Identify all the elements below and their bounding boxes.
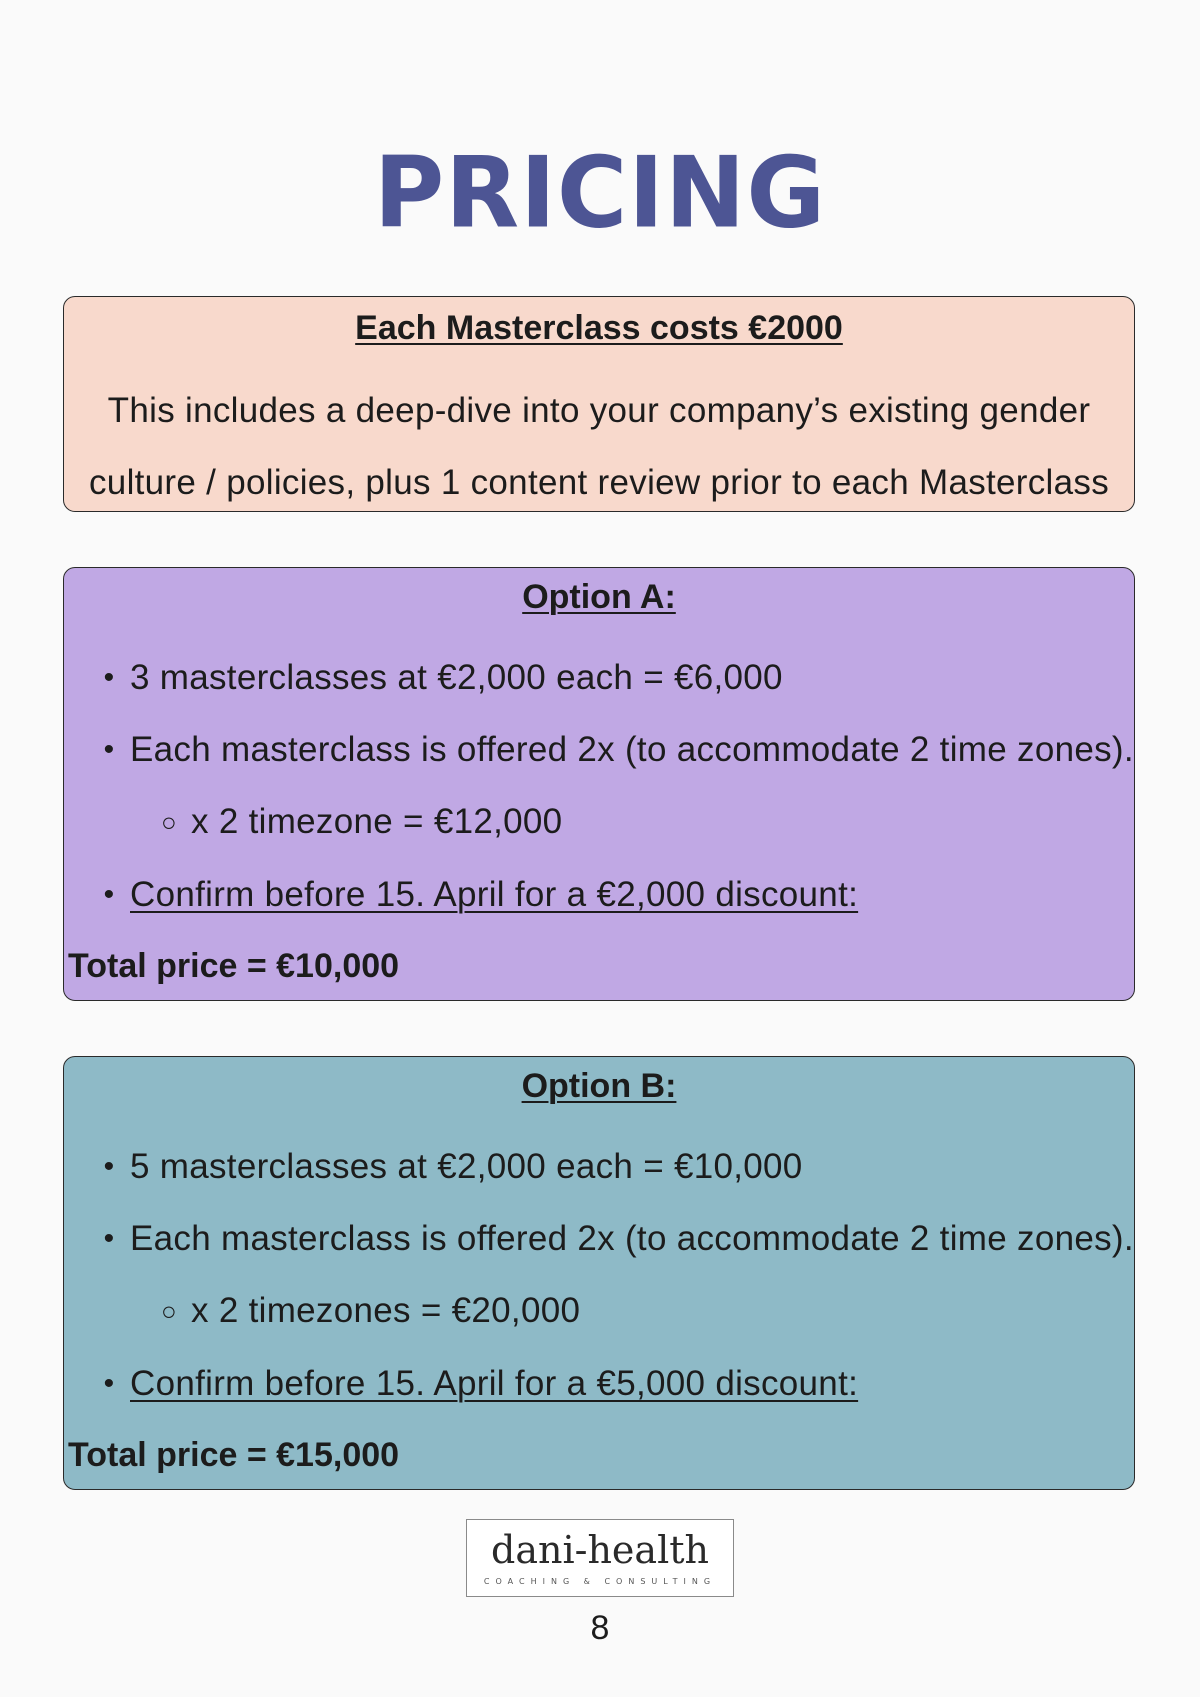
option-b-discount-note: Confirm before 15. April for a €5,000 discount: <box>130 1364 859 1403</box>
bullet-icon: • <box>103 1367 115 1400</box>
option-a-sub-bullet: x 2 timezone = €12,000 <box>191 802 563 841</box>
dani-health-logo <box>466 1519 734 1597</box>
hollow-bullet-icon: ○ <box>160 807 177 837</box>
option-a-total-price: Total price = €10,000 <box>68 947 400 985</box>
description-line-1: This includes a deep-dive into your company’s existing gender <box>107 391 1091 430</box>
option-a-heading: Option A: <box>522 578 676 616</box>
bullet-icon: • <box>103 1150 115 1183</box>
masterclass-cost-card <box>63 296 1135 512</box>
option-a-bullet-2: Each masterclass is offered 2x (to accommodate 2 time zones). <box>130 730 1134 769</box>
logo-name: dani-health <box>491 1528 709 1572</box>
hollow-bullet-icon: ○ <box>160 1296 177 1326</box>
option-b-bullet-2: Each masterclass is offered 2x (to accommodate 2 time zones). <box>130 1219 1134 1258</box>
page-title: PRICING <box>373 135 827 251</box>
option-a-card <box>63 567 1135 1001</box>
masterclass-cost-heading: Each Masterclass costs €2000 <box>355 309 843 347</box>
option-b-total-price: Total price = €15,000 <box>68 1436 400 1474</box>
bullet-icon: • <box>103 878 115 911</box>
option-b-sub-bullet: x 2 timezones = €20,000 <box>191 1291 581 1330</box>
masterclass-cost-description <box>64 375 1134 519</box>
description-line-2: culture / policies, plus 1 content review prior to each Masterclass <box>89 463 1109 502</box>
bullet-icon: • <box>103 1222 115 1255</box>
option-a-bullet-1: 3 masterclasses at €2,000 each = €6,000 <box>130 658 783 697</box>
option-b-heading: Option B: <box>521 1067 677 1105</box>
bullet-icon: • <box>103 733 115 766</box>
option-a-discount-note: Confirm before 15. April for a €2,000 discount: <box>130 875 859 914</box>
logo-tagline: COACHING & CONSULTING <box>483 1577 717 1586</box>
option-b-bullet-1: 5 masterclasses at €2,000 each = €10,000 <box>130 1147 803 1186</box>
option-b-card <box>63 1056 1135 1490</box>
page-number: 8 <box>590 1609 610 1647</box>
bullet-icon: • <box>103 661 115 694</box>
